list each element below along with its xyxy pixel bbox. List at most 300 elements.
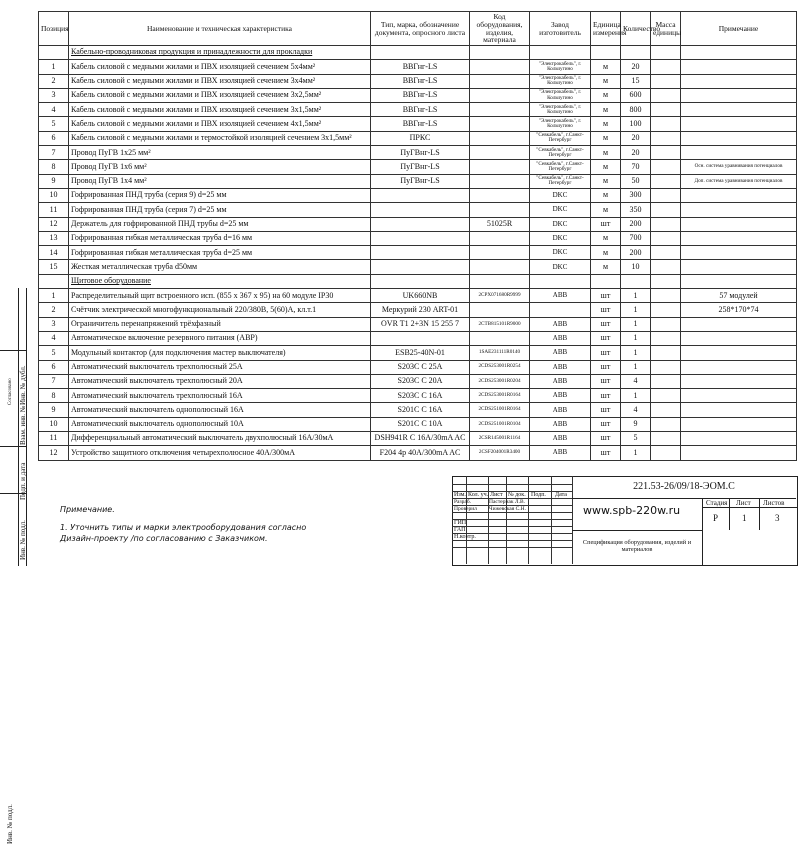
cell-type: ВВГнг-LS <box>371 60 470 74</box>
cell-qty: 800 <box>621 103 651 117</box>
table-row <box>39 260 797 274</box>
cell-qty: 4 <box>621 374 651 388</box>
sheets-total-value: 3 <box>775 513 780 523</box>
cell-code: 2CPX071680R9999 <box>470 289 530 303</box>
cell-pos: 13 <box>39 231 69 245</box>
cell-name: Автоматическое включение резервного питания (АВР) <box>69 331 371 345</box>
table-row <box>39 417 797 431</box>
notes-block <box>60 505 306 552</box>
cell-note <box>681 360 797 374</box>
cell-name: Кабель силовой с медными жилами и термостойкой изоляцией сечением 3х1,5мм² <box>69 131 371 145</box>
cell-unit: м <box>591 117 621 131</box>
cell-type: ВВГнг-LS <box>371 117 470 131</box>
cell-qty: 200 <box>621 217 651 231</box>
cell-name: Автоматический выключатель трехполюсный 16А <box>69 389 371 403</box>
cell-code <box>470 246 530 260</box>
cell-pos: 5 <box>39 117 69 131</box>
cell-maker: DKC <box>530 203 591 217</box>
cell-type <box>371 203 470 217</box>
cell-note <box>681 246 797 260</box>
cell-unit: м <box>591 260 621 274</box>
sheet-label: Лист <box>736 499 751 507</box>
table-row <box>39 146 797 160</box>
cell-mass <box>651 331 681 345</box>
cell-qty: 1 <box>621 303 651 317</box>
cell-qty: 20 <box>621 146 651 160</box>
cell-code: 2CSF204001R3400 <box>470 446 530 460</box>
col-header-maker: Завод изготовитель <box>530 12 591 46</box>
cell-type: ПуГВнг-LS <box>371 174 470 188</box>
cell-qty: 100 <box>621 117 651 131</box>
cell-mass <box>651 432 681 446</box>
cell-maker: DKC <box>530 188 591 202</box>
stamp-role-nkontr: Н.контр. <box>454 534 476 540</box>
cell-unit: м <box>591 88 621 102</box>
table-row <box>39 317 797 331</box>
cell-maker: DKC <box>530 231 591 245</box>
document-description-text: Спецификация оборудования, изделий и материалов <box>582 539 692 553</box>
cell-type: UK660NB <box>371 289 470 303</box>
cell-unit: шт <box>591 317 621 331</box>
cell-pos: 10 <box>39 417 69 431</box>
stamp-role-razrab: Разраб. <box>454 499 472 505</box>
cell-note: 258*170*74 <box>681 303 797 317</box>
cell-code: 2CDS253001R0164 <box>470 389 530 403</box>
cell-code: 2CSR145001R1164 <box>470 432 530 446</box>
cell-name: Автоматический выключатель трехполюсный 25А <box>69 360 371 374</box>
side-label-inv-podl: Инв. № подл. <box>6 804 14 844</box>
cell-code: 2CDS253001R0254 <box>470 360 530 374</box>
stage-block <box>702 498 797 530</box>
cell-name: Счётчик электрической многофункциональный 220/380В, 5(60)А, кл.т.1 <box>69 303 371 317</box>
cell-note <box>681 374 797 388</box>
cell-qty: 1 <box>621 346 651 360</box>
stamp-role-proveril: Проверил <box>454 506 477 512</box>
cell-name: Автоматический выключатель однополюсный 10А <box>69 417 371 431</box>
cell-note <box>681 60 797 74</box>
table-row <box>39 117 797 131</box>
table-row <box>39 389 797 403</box>
section-title: Кабельно-проводниковая продукция и принадлежности для прокладки <box>69 46 371 60</box>
section-header-row <box>39 46 797 60</box>
cell-type: S203C C 20A <box>371 374 470 388</box>
cell-mass <box>651 188 681 202</box>
stamp-h-podp: Подп. <box>531 492 546 498</box>
cell-qty: 300 <box>621 188 651 202</box>
cell-type <box>371 231 470 245</box>
cell-maker: "Севкабель", г.Санкт-Петербург <box>530 131 591 145</box>
cell-note: Осн. система уравнивания потенциалов <box>681 160 797 174</box>
cell-maker: DKC <box>530 246 591 260</box>
cell-note <box>681 317 797 331</box>
cell-name: Автоматический выключатель трехполюсный 20А <box>69 374 371 388</box>
col-header-name: Наименование и техническая характеристика <box>69 12 371 46</box>
cell-name: Ограничитель перенапряжений трёхфазный <box>69 317 371 331</box>
cell-note <box>681 117 797 131</box>
cell-maker: ABB <box>530 403 591 417</box>
cell-qty: 20 <box>621 131 651 145</box>
cell-type: F204 4p 40A/300mA AC <box>371 446 470 460</box>
cell-pos: 3 <box>39 88 69 102</box>
cell-pos: 6 <box>39 131 69 145</box>
cell-type: S203C C 16A <box>371 389 470 403</box>
cell-note <box>681 74 797 88</box>
cell-code <box>470 174 530 188</box>
cell-maker: "Севкабель", г.Санкт-Петербург <box>530 174 591 188</box>
cell-type: ПуГВнг-LS <box>371 160 470 174</box>
cell-note <box>681 88 797 102</box>
cell-pos: 5 <box>39 346 69 360</box>
cell-note <box>681 203 797 217</box>
cell-unit: м <box>591 74 621 88</box>
table-row <box>39 231 797 245</box>
cell-name: Провод ПуГВ 1х25 мм² <box>69 146 371 160</box>
cell-type: ESB25-40N-01 <box>371 346 470 360</box>
cell-note <box>681 346 797 360</box>
cell-name: Кабель силовой с медными жилами и ПВХ изоляцией сечением 3х4мм² <box>69 74 371 88</box>
cell-maker: ABB <box>530 317 591 331</box>
section-title: Щитовое оборудование <box>69 274 371 288</box>
stamp-h-list: Лист <box>490 492 503 498</box>
cell-code: 2CDS251001R0104 <box>470 417 530 431</box>
col-header-code: Код оборудования, изделия, материала <box>470 12 530 46</box>
cell-name: Гофрированная гибкая металлическая труба d=25 мм <box>69 246 371 260</box>
cell-maker: "Севкабель", г.Санкт-Петербург <box>530 160 591 174</box>
table-row <box>39 331 797 345</box>
table-row <box>39 289 797 303</box>
sheet-value: 1 <box>742 513 747 523</box>
cell-pos: 7 <box>39 146 69 160</box>
cell-mass <box>651 360 681 374</box>
cell-unit: шт <box>591 217 621 231</box>
cell-type <box>371 217 470 231</box>
cell-unit: м <box>591 131 621 145</box>
cell-name: Кабель силовой с медными жилами и ПВХ изоляцией сечением 3х2,5мм² <box>69 88 371 102</box>
stamp-h-izm: Изм. <box>454 492 466 498</box>
cell-name: Дифференциальный автоматический выключатель двухполюсный 16А/30мА <box>69 432 371 446</box>
cell-note <box>681 331 797 345</box>
cell-pos: 11 <box>39 432 69 446</box>
cell-code <box>470 160 530 174</box>
cell-qty: 20 <box>621 60 651 74</box>
cell-pos: 15 <box>39 260 69 274</box>
cell-maker: ABB <box>530 360 591 374</box>
table-row <box>39 346 797 360</box>
notes-line-2: Дизайн-проекту /по согласованию с Заказчиком. <box>60 534 268 543</box>
cell-mass <box>651 203 681 217</box>
table-row <box>39 446 797 460</box>
cell-unit: м <box>591 203 621 217</box>
cell-code: 51025R <box>470 217 530 231</box>
cell-unit: м <box>591 60 621 74</box>
cell-note: Доп. система уравнивания потенциалов <box>681 174 797 188</box>
cell-code <box>470 331 530 345</box>
cell-unit: м <box>591 174 621 188</box>
cell-mass <box>651 146 681 160</box>
cell-note <box>681 188 797 202</box>
cell-pos: 2 <box>39 303 69 317</box>
cell-type: ПуГВнг-LS <box>371 146 470 160</box>
cell-mass <box>651 103 681 117</box>
table-row <box>39 131 797 145</box>
cell-maker: "Электрокабель", г. Кольчугино <box>530 117 591 131</box>
cell-note <box>681 260 797 274</box>
cell-unit: м <box>591 103 621 117</box>
cell-maker: ABB <box>530 346 591 360</box>
cell-note <box>681 217 797 231</box>
cell-code <box>470 103 530 117</box>
cell-type: S201C C 16A <box>371 403 470 417</box>
cell-mass <box>651 346 681 360</box>
cell-maker: ABB <box>530 389 591 403</box>
cell-note <box>681 103 797 117</box>
document-description <box>572 530 703 565</box>
cell-code: 2CDS251001R0164 <box>470 403 530 417</box>
cell-pos: 12 <box>39 446 69 460</box>
stamp-name-proveril: Чижевская С.Н. <box>489 506 527 512</box>
cell-note <box>681 146 797 160</box>
cell-code <box>470 146 530 160</box>
cell-name: Провод ПуГВ 1х4 мм² <box>69 174 371 188</box>
side-label-inv-dubl: Инв. № дубл. <box>19 365 27 405</box>
side-label-inv-podl: Инв. № подл. <box>19 520 27 560</box>
cell-name: Гофрированная ПНД труба (серия 9) d=25 мм <box>69 188 371 202</box>
sheets-total-label: Листов <box>763 499 785 507</box>
cell-pos: 6 <box>39 360 69 374</box>
side-label-podp-data: Подп. и дата <box>19 462 27 500</box>
cell-qty: 15 <box>621 74 651 88</box>
cell-pos: 3 <box>39 317 69 331</box>
col-header-pos: Позиция <box>39 12 69 46</box>
table-row <box>39 188 797 202</box>
website-text: www.spb-220w.ru <box>583 504 681 517</box>
cell-unit: шт <box>591 331 621 345</box>
col-header-unit: Единица измерения <box>591 12 621 46</box>
cell-qty: 10 <box>621 260 651 274</box>
cell-code <box>470 117 530 131</box>
stage-label: Стадия <box>706 499 728 507</box>
cell-mass <box>651 60 681 74</box>
notes-title: Примечание. <box>60 505 115 514</box>
cell-maker: ABB <box>530 374 591 388</box>
cell-pos: 4 <box>39 331 69 345</box>
cell-pos: 10 <box>39 188 69 202</box>
stamp-h-kol: Кол. уч. <box>468 492 489 498</box>
cell-qty: 5 <box>621 432 651 446</box>
cell-name: Устройство защитного отключения четырехполюсное 40А/300мА <box>69 446 371 460</box>
col-header-mass: Масса единицы <box>651 12 681 46</box>
cell-name: Распределительный щит встроенного исп. (855 х 367 х 95) на 60 модуле IP30 <box>69 289 371 303</box>
cell-pos: 9 <box>39 174 69 188</box>
cell-pos: 8 <box>39 160 69 174</box>
cell-mass <box>651 217 681 231</box>
cell-unit: м <box>591 146 621 160</box>
cell-unit: шт <box>591 446 621 460</box>
cell-type: ПРКС <box>371 131 470 145</box>
cell-note <box>681 131 797 145</box>
cell-code <box>470 131 530 145</box>
table-header-row <box>39 12 797 46</box>
cell-maker: ABB <box>530 331 591 345</box>
cell-maker: "Электрокабель", г. Кольчугино <box>530 88 591 102</box>
cell-type <box>371 188 470 202</box>
cell-pos: 9 <box>39 403 69 417</box>
cell-qty: 1 <box>621 446 651 460</box>
cell-qty: 1 <box>621 317 651 331</box>
cell-maker: ABB <box>530 446 591 460</box>
cell-pos: 1 <box>39 60 69 74</box>
table-row <box>39 174 797 188</box>
cell-unit: м <box>591 160 621 174</box>
cell-code: 2CTB815101R9000 <box>470 317 530 331</box>
cell-note <box>681 231 797 245</box>
table-row <box>39 203 797 217</box>
cell-qty: 50 <box>621 174 651 188</box>
cell-name: Держатель для гофрированной ПНД трубы d=25 мм <box>69 217 371 231</box>
cell-type: DSH941R C 16A/30mA AC <box>371 432 470 446</box>
cell-mass <box>651 260 681 274</box>
cell-maker: "Электрокабель", г. Кольчугино <box>530 74 591 88</box>
cell-code <box>470 303 530 317</box>
cell-name: Кабель силовой с медными жилами и ПВХ изоляцией сечением 5х4мм² <box>69 60 371 74</box>
table-row <box>39 403 797 417</box>
cell-code <box>470 203 530 217</box>
col-header-note: Примечание <box>681 12 797 46</box>
cell-unit: м <box>591 246 621 260</box>
side-label-vzam-inv: Взам. инв. № <box>19 405 27 445</box>
cell-pos: 7 <box>39 374 69 388</box>
cell-type: ВВГнг-LS <box>371 74 470 88</box>
cell-mass <box>651 389 681 403</box>
cell-type: S203C C 25A <box>371 360 470 374</box>
cell-mass <box>651 403 681 417</box>
cell-mass <box>651 174 681 188</box>
cell-unit: м <box>591 188 621 202</box>
cell-maker: ABB <box>530 289 591 303</box>
cell-maker <box>530 303 591 317</box>
cell-code: 1SAE231111R0140 <box>470 346 530 360</box>
cell-pos: 8 <box>39 389 69 403</box>
cell-code <box>470 260 530 274</box>
stamp-role-gip: ГИП <box>454 520 467 526</box>
cell-maker: "Электрокабель", г. Кольчугино <box>530 103 591 117</box>
cell-qty: 1 <box>621 289 651 303</box>
cell-mass <box>651 74 681 88</box>
cell-mass <box>651 446 681 460</box>
cell-code: 2CDS253001R0204 <box>470 374 530 388</box>
cell-pos: 12 <box>39 217 69 231</box>
cell-unit: шт <box>591 403 621 417</box>
stamp-h-date: Дата <box>555 492 567 498</box>
cell-type <box>371 260 470 274</box>
cell-type <box>371 246 470 260</box>
cell-maker: "Севкабель", г.Санкт-Петербург <box>530 146 591 160</box>
stamp-role-gap: ГАП <box>454 527 466 533</box>
cell-mass <box>651 303 681 317</box>
table-row <box>39 74 797 88</box>
cell-maker: ABB <box>530 432 591 446</box>
cell-name: Кабель силовой с медными жилами и ПВХ изоляцией сечением 3х1,5мм² <box>69 103 371 117</box>
notes-line-1: 1. Уточнить типы и марки электрооборудования согласно <box>60 523 307 532</box>
cell-pos: 4 <box>39 103 69 117</box>
cell-qty: 200 <box>621 246 651 260</box>
cell-note <box>681 446 797 460</box>
table-row <box>39 217 797 231</box>
cell-unit: шт <box>591 374 621 388</box>
cell-mass <box>651 417 681 431</box>
cell-type <box>371 331 470 345</box>
cell-pos: 14 <box>39 246 69 260</box>
cell-name: Провод ПуГВ 1х6 мм² <box>69 160 371 174</box>
cell-name: Гофрированная ПНД труба (серия 7) d=25 мм <box>69 203 371 217</box>
cell-note <box>681 417 797 431</box>
cell-unit: шт <box>591 289 621 303</box>
cell-unit: шт <box>591 417 621 431</box>
table-row <box>39 60 797 74</box>
cell-mass <box>651 160 681 174</box>
cell-name: Кабель силовой с медными жилами и ПВХ изоляцией сечением 4х1,5мм² <box>69 117 371 131</box>
cell-name: Автоматический выключатель однополюсный 16А <box>69 403 371 417</box>
cell-code <box>470 60 530 74</box>
cell-unit: шт <box>591 360 621 374</box>
cell-type: ВВГнг-LS <box>371 88 470 102</box>
table-row <box>39 160 797 174</box>
cell-mass <box>651 117 681 131</box>
cell-note <box>681 403 797 417</box>
cell-mass <box>651 88 681 102</box>
stamp-h-doc: № док. <box>508 492 526 498</box>
cell-code <box>470 74 530 88</box>
cell-mass <box>651 231 681 245</box>
document-code: 221.53-26/09/18-ЭОМ.С <box>572 476 796 499</box>
cell-pos: 1 <box>39 289 69 303</box>
cell-name: Жесткая металлическая труба d50мм <box>69 260 371 274</box>
cell-maker: DKC <box>530 260 591 274</box>
cell-pos: 11 <box>39 203 69 217</box>
stage-value: Р <box>713 513 719 523</box>
cell-unit: шт <box>591 346 621 360</box>
cell-unit: шт <box>591 389 621 403</box>
cell-mass <box>651 131 681 145</box>
cell-qty: 1 <box>621 389 651 403</box>
col-header-qty: Количество <box>621 12 651 46</box>
stamp-name-razrab: Пастернак Л.В. <box>489 499 526 505</box>
cell-note <box>681 389 797 403</box>
cell-qty: 9 <box>621 417 651 431</box>
table-row <box>39 103 797 117</box>
cell-code <box>470 231 530 245</box>
cell-mass <box>651 317 681 331</box>
cell-name: Модульный контактор (для подключения мастер выключателя) <box>69 346 371 360</box>
cell-name: Гофрированная гибкая металлическая труба d=16 мм <box>69 231 371 245</box>
cell-mass <box>651 374 681 388</box>
cell-qty: 1 <box>621 360 651 374</box>
cell-maker: ABB <box>530 417 591 431</box>
cell-note <box>681 432 797 446</box>
cell-qty: 600 <box>621 88 651 102</box>
side-label-soglasovano: Согласовано <box>8 378 13 405</box>
table-row <box>39 88 797 102</box>
cell-unit: шт <box>591 303 621 317</box>
cell-qty: 1 <box>621 331 651 345</box>
cell-mass <box>651 246 681 260</box>
cell-unit: шт <box>591 432 621 446</box>
table-row <box>39 360 797 374</box>
cell-unit: м <box>591 231 621 245</box>
table-row <box>39 246 797 260</box>
specification-table <box>38 11 797 461</box>
cell-note: 57 модулей <box>681 289 797 303</box>
